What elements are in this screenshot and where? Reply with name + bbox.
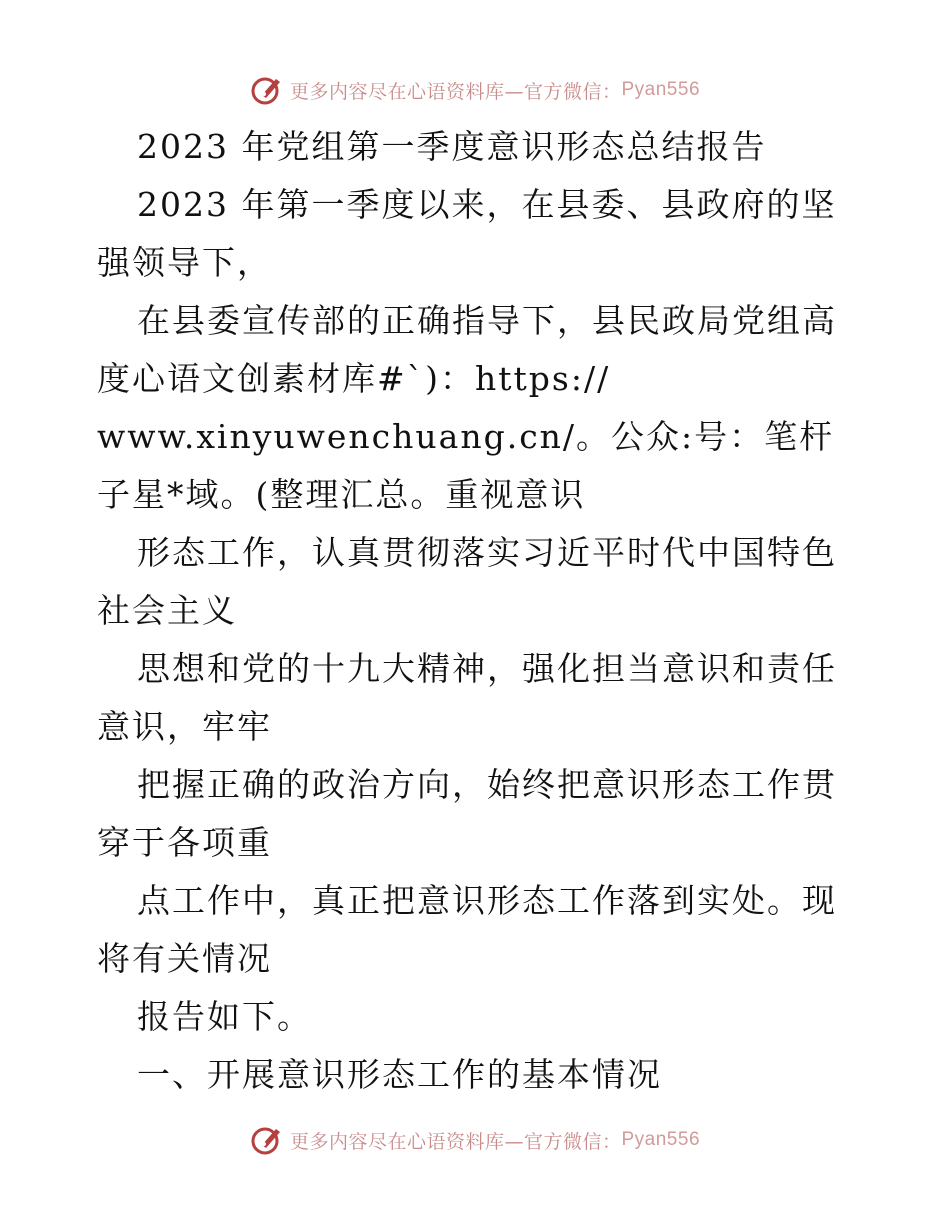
paragraph: 在县委宣传部的正确指导下，县民政局党组高度心语文创素材库#`)：https://: [97, 301, 837, 398]
watermark-banner-bottom: [0, 1120, 950, 1160]
document-body: [97, 118, 857, 1104]
pen-nib-circle-icon: [250, 1123, 284, 1157]
paragraph: 把握正确的政治方向，始终把意识形态工作贯穿于各项重: [97, 765, 837, 862]
paragraph: 思想和党的十九大精神，强化担当意识和责任意识，牢牢: [97, 649, 837, 746]
document-title: 2023 年党组第一季度意识形态总结报告: [137, 127, 767, 166]
section-heading: 一、开展意识形态工作的基本情况: [137, 1055, 662, 1094]
watermark-banner-top: [0, 70, 950, 110]
paragraph: 形态工作，认真贯彻落实习近平时代中国特色社会主义: [97, 533, 837, 630]
watermark-text: 更多内容尽在心语资料库—官方微信：: [289, 80, 622, 103]
paragraph: www.xinyuwenchuang.cn/。公众:号：笔杆子星*域。(整理汇总。重视意识: [97, 417, 835, 514]
paragraph: 点工作中，真正把意识形态工作落到实处。现将有关情况: [97, 881, 837, 978]
pen-nib-circle-icon: [250, 73, 284, 107]
watermark-handle: Pyan556: [621, 79, 701, 100]
watermark-handle: Pyan556: [621, 1129, 701, 1150]
watermark-text: 更多内容尽在心语资料库—官方微信：: [289, 1130, 622, 1153]
paragraph: 报告如下。: [137, 997, 312, 1036]
paragraph: 2023 年第一季度以来，在县委、县政府的坚强领导下，: [97, 185, 837, 282]
